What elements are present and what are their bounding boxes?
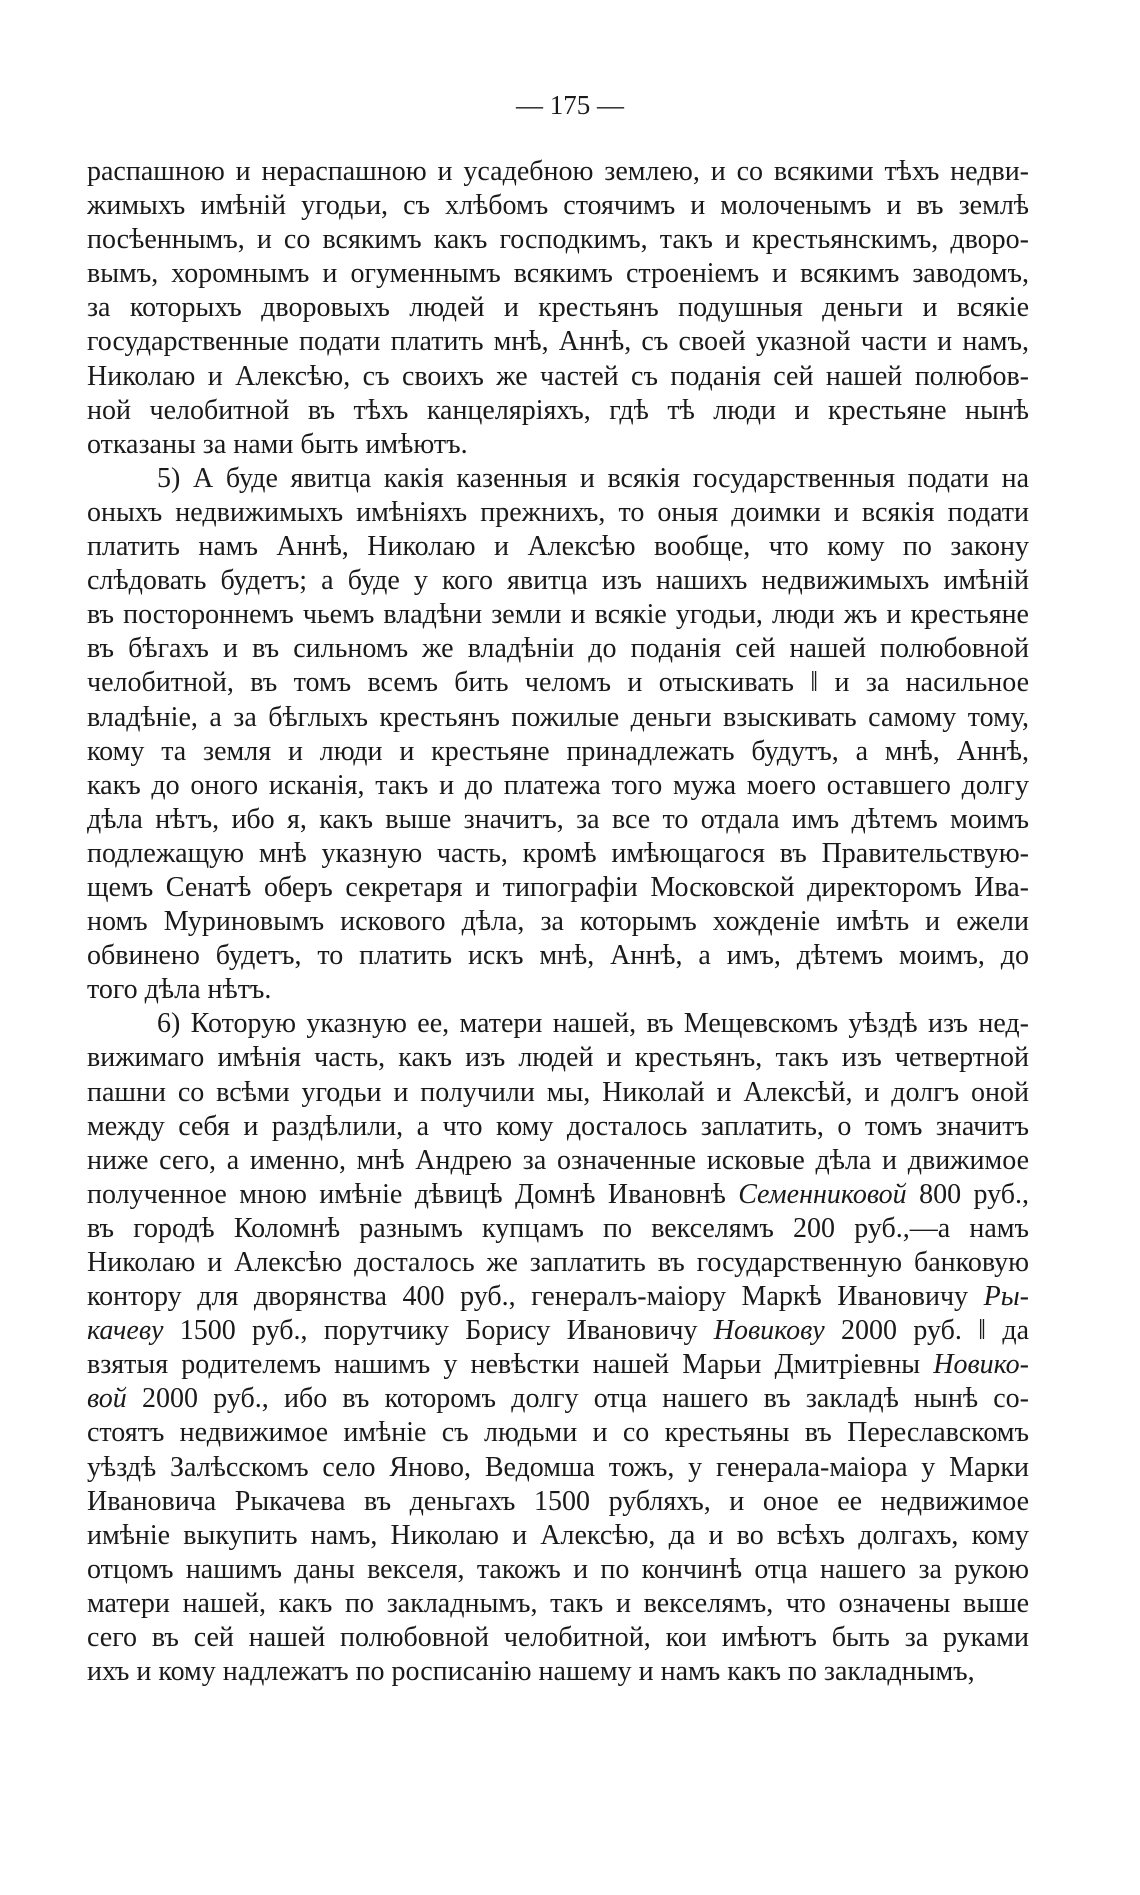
paragraph <box>87 155 1029 462</box>
text-line <box>87 1314 1029 1348</box>
text-line: дѣла нѣтъ, ибо я, какъ выше значитъ, за все то отдала имъ дѣтемъ моимъ <box>87 803 1029 835</box>
text-line: распашною и нераспашною и усадебною землею, и со всякими тѣхъ недви- <box>87 156 1029 187</box>
paragraph <box>87 462 1029 1008</box>
text-line <box>87 1348 1029 1382</box>
text-line: платить намъ Аннѣ, Николаю и Алексѣю вообще, что кому по закону <box>87 531 1029 563</box>
text-line: слѣдовать будетъ; а буде у кого явитца изъ нашихъ недвижимыхъ имѣній <box>87 565 1029 597</box>
italic-name: Ры- <box>983 1281 1029 1313</box>
text-line: щемъ Сенатѣ оберъ секретаря и типографіи Московской директоромъ Ива- <box>87 871 1029 903</box>
text-line: вижимаго имѣнія часть, какъ изъ людей и крестьянъ, такъ изъ четвертной <box>87 1042 1029 1074</box>
text-line: въ городѣ Коломнѣ разнымъ купцамъ по векселямъ 200 руб.,—а намъ <box>87 1212 1029 1244</box>
text-line: пашни со всѣми угодьи и получили мы, Николай и Алексѣй, и долгъ оной <box>87 1076 1029 1108</box>
text-segment: 2000 руб. ‖ да <box>824 1315 1029 1347</box>
text-line: того дѣла нѣтъ. <box>87 974 272 1006</box>
text-line: государственные подати платить мнѣ, Аннѣ, съ своей указной части и намъ, <box>87 326 1029 358</box>
text-line: уѣздѣ Залѣсскомъ село Яново, Ведомша тожъ, у генерала-маіора у Марки <box>87 1451 1029 1483</box>
text-line <box>87 1382 1029 1416</box>
text-line: Ивановича Рыкачева въ деньгахъ 1500 рубляхъ, и оное ее недвижимое <box>87 1485 1029 1517</box>
body-text <box>87 155 1029 1689</box>
text-line: жимыхъ имѣній угодьи, съ хлѣбомъ стоячимъ и молоченымъ и въ землѣ <box>87 190 1029 222</box>
text-line: Николаю и Алексѣю, съ своихъ же частей съ поданія сей нашей полюбов- <box>87 360 1029 392</box>
text-line: обвинено будетъ, то платить искъ мнѣ, Аннѣ, а имъ, дѣтемъ моимъ, до <box>87 940 1029 972</box>
text-line: 6) Которую указную ее, матери нашей, въ Мещевскомъ уѣздѣ изъ нед- <box>157 1008 1029 1040</box>
text-line: имѣніе выкупить намъ, Николаю и Алексѣю, да и во всѣхъ долгахъ, кому <box>87 1519 1029 1551</box>
italic-name: Семенниковой <box>738 1178 907 1210</box>
text-line: какъ до оного исканія, такъ и до платежа того мужа моего оставшего долгу <box>87 769 1029 801</box>
text-line: челобитной, въ томъ всемъ бить челомъ и отыскивать ‖ и за насильное <box>87 667 1029 699</box>
text-line: владѣніе, а за бѣглыхъ крестьянъ пожилые деньги взыскивать самому тому, <box>87 701 1029 733</box>
text-line: номъ Муриновымъ искового дѣла, за которымъ хожденіе имѣть и ежели <box>87 906 1029 938</box>
page-number: — 175 — <box>516 90 624 120</box>
text-line: посѣеннымъ, и со всякимъ какъ господкимъ, такъ и крестьянскимъ, дворо- <box>87 224 1029 256</box>
text-line: 5) А буде явитца какія казенныя и всякія государственныя подати на <box>157 462 1029 494</box>
italic-name: вой <box>87 1383 127 1415</box>
paragraph <box>87 1007 1029 1689</box>
text-segment: взятыя родителемъ нашимъ у невѣстки нашей Марьи Дмитріевны <box>87 1349 934 1381</box>
italic-name: качеву <box>87 1315 164 1347</box>
text-line: ихъ и кому надлежатъ по росписанію нашему и намъ какъ по закладнымъ, <box>87 1656 975 1688</box>
text-line: оныхъ недвижимыхъ имѣніяхъ прежнихъ, то оныя доимки и всякія подати <box>87 496 1029 528</box>
text-line: ной челобитной въ тѣхъ канцеляріяхъ, гдѣ тѣ люди и крестьяне нынѣ <box>87 394 1029 426</box>
text-line: въ постороннемъ чьемъ владѣни земли и всякіе угодьи, люди жъ и крестьяне <box>87 599 1029 631</box>
text-line: между себя и раздѣлили, а что кому досталось заплатить, о томъ значитъ <box>87 1110 1029 1142</box>
text-segment: 2000 руб., ибо въ которомъ долгу отца нашего въ закладѣ нынѣ со- <box>126 1383 1029 1415</box>
text-line <box>87 1178 1029 1212</box>
text-line: вымъ, хоромнымъ и огуменнымъ всякимъ строеніемъ и всякимъ заводомъ, <box>87 258 1029 290</box>
text-line: матери нашей, какъ по закладнымъ, такъ и векселямъ, что означены выше <box>87 1587 1029 1619</box>
text-line: Николаю и Алексѣю досталось же заплатить въ государственную банковую <box>87 1247 1029 1278</box>
text-line: подлежащую мнѣ указную часть, кромѣ имѣющагося въ Правительствую- <box>87 837 1029 869</box>
text-line: въ бѣгахъ и въ сильномъ же владѣніи до поданія сей нашей полюбовной <box>87 633 1029 665</box>
text-segment: контору для дворянства 400 руб., генералъ-маіору Маркѣ Ивановичу <box>87 1281 984 1313</box>
text-line: ниже сего, а именно, мнѣ Андрею за означенные исковые дѣла и движимое <box>87 1144 1029 1176</box>
text-line: отцомъ нашимъ даны векселя, такожъ и по кончинѣ отца нашего за рукою <box>87 1553 1029 1585</box>
italic-name: Новикову <box>713 1315 825 1347</box>
text-segment: 800 руб., <box>906 1178 1029 1210</box>
text-line: кому та земля и люди и крестьяне принадлежать будутъ, а мнѣ, Аннѣ, <box>87 735 1029 767</box>
text-line: за которыхъ дворовыхъ людей и крестьянъ подушныя деньги и всякіе <box>87 292 1029 324</box>
text-line <box>87 1280 1029 1314</box>
text-line: сего въ сей нашей полюбовной челобитной, кои имѣютъ быть за руками <box>87 1622 1029 1654</box>
italic-name: Новико- <box>933 1349 1029 1381</box>
text-line: стоятъ недвижимое имѣніе съ людьми и со крестьяны въ Переславскомъ <box>87 1417 1029 1449</box>
text-line: отказаны за нами быть имѣютъ. <box>87 428 468 460</box>
text-segment: 1500 руб., порутчику Борису Ивановичу <box>163 1315 714 1347</box>
text-segment: полученное мною имѣніе дѣвицѣ Домнѣ Ивановнѣ <box>87 1178 739 1210</box>
